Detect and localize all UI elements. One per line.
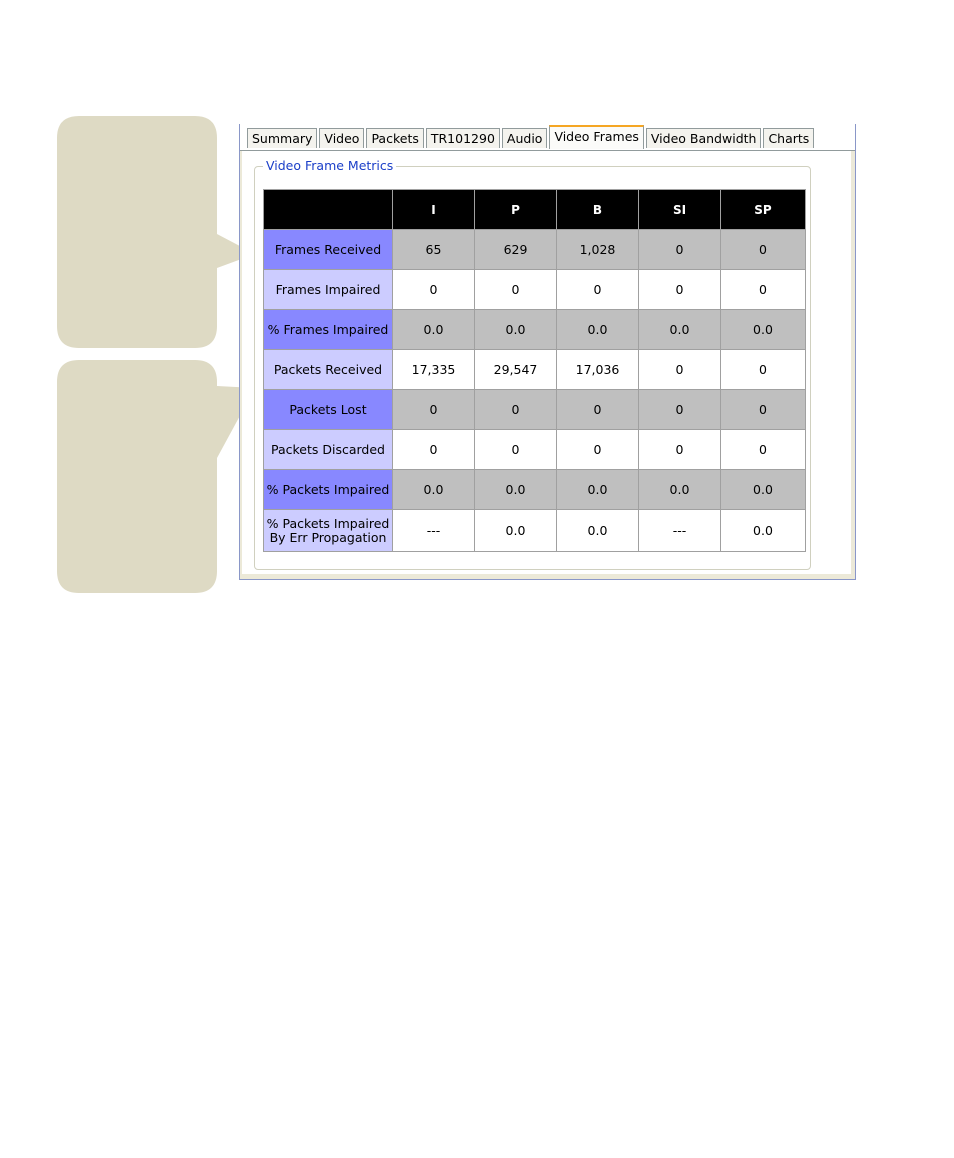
cell-value: 65 <box>393 230 475 270</box>
row-label-line: Frames Impaired <box>275 281 381 297</box>
cell-value: 0 <box>475 390 557 430</box>
table-row <box>264 430 806 470</box>
row-label-line: % Packets Impaired <box>266 481 390 497</box>
column-header-sp: SP <box>721 190 806 230</box>
app-window <box>239 124 856 580</box>
tab-summary[interactable]: Summary <box>247 128 317 148</box>
cell-value: 0.0 <box>639 470 721 510</box>
row-label-line: % Frames Impaired <box>267 321 389 337</box>
row-label-line: Packets Discarded <box>270 441 385 457</box>
cell-value: 0.0 <box>721 310 806 350</box>
cell-value: 0.0 <box>475 510 557 552</box>
cell-value: --- <box>639 510 721 552</box>
cell-value: 0.0 <box>721 510 806 552</box>
cell-value: 0 <box>557 430 639 470</box>
table-row <box>264 510 806 552</box>
group-title: Video Frame Metrics <box>263 158 396 174</box>
video-frame-metrics-group <box>254 158 811 570</box>
cell-value: 0 <box>639 350 721 390</box>
row-label <box>264 230 393 270</box>
tab-packets[interactable]: Packets <box>366 128 423 148</box>
cell-value: 29,547 <box>475 350 557 390</box>
cell-value: 0.0 <box>721 470 806 510</box>
row-label <box>264 470 393 510</box>
tab-audio[interactable]: Audio <box>502 128 548 148</box>
table-row <box>264 230 806 270</box>
tabs <box>247 128 816 149</box>
cell-value: 0.0 <box>393 470 475 510</box>
tab-tr101290[interactable]: TR101290 <box>426 128 500 148</box>
callout-packets <box>57 360 257 593</box>
table-row <box>264 470 806 510</box>
table-row <box>264 270 806 310</box>
cell-value: 0.0 <box>639 310 721 350</box>
cell-value: 0 <box>475 430 557 470</box>
column-header-b: B <box>557 190 639 230</box>
row-label-line: Packets Lost <box>289 401 367 417</box>
cell-value: 0.0 <box>557 470 639 510</box>
cell-value: 0 <box>639 230 721 270</box>
cell-value: 0.0 <box>557 510 639 552</box>
cell-value: 0.0 <box>475 310 557 350</box>
cell-value: 629 <box>475 230 557 270</box>
row-label <box>264 310 393 350</box>
cell-value: 1,028 <box>557 230 639 270</box>
header-corner <box>264 190 393 230</box>
table-row <box>264 390 806 430</box>
tab-video[interactable]: Video <box>319 128 364 148</box>
row-label <box>264 430 393 470</box>
row-label-line: By Err Propagation <box>269 529 387 545</box>
table-row <box>264 350 806 390</box>
cell-value: 0.0 <box>393 310 475 350</box>
tab-video-bandwidth[interactable]: Video Bandwidth <box>646 128 762 148</box>
cell-value: 0 <box>393 390 475 430</box>
cell-value: 0 <box>721 270 806 310</box>
cell-value: 0 <box>639 430 721 470</box>
metrics-table <box>263 189 806 552</box>
row-label-line: Packets Received <box>273 361 383 377</box>
tab-panel-video-frames <box>242 151 851 574</box>
row-label <box>264 350 393 390</box>
cell-value: 0.0 <box>475 470 557 510</box>
cell-value: 0 <box>393 430 475 470</box>
row-label <box>264 270 393 310</box>
row-label-line: % Packets Impaired <box>266 515 390 531</box>
row-label-line: Frames Received <box>274 241 382 257</box>
cell-value: 0 <box>721 390 806 430</box>
column-header-i: I <box>393 190 475 230</box>
cell-value: 0 <box>393 270 475 310</box>
cell-value: 17,036 <box>557 350 639 390</box>
callout-frames <box>57 116 257 348</box>
table-row <box>264 310 806 350</box>
tab-strip <box>240 124 855 151</box>
cell-value: 0 <box>721 350 806 390</box>
table-header-row <box>264 190 806 230</box>
row-label <box>264 390 393 430</box>
cell-value: 0.0 <box>557 310 639 350</box>
cell-value: 0 <box>475 270 557 310</box>
cell-value: 0 <box>557 390 639 430</box>
tab-charts[interactable]: Charts <box>763 128 814 148</box>
cell-value: 17,335 <box>393 350 475 390</box>
row-label <box>264 510 393 552</box>
column-header-si: SI <box>639 190 721 230</box>
cell-value: 0 <box>721 230 806 270</box>
cell-value: 0 <box>639 270 721 310</box>
column-header-p: P <box>475 190 557 230</box>
cell-value: 0 <box>721 430 806 470</box>
cell-value: --- <box>393 510 475 552</box>
cell-value: 0 <box>557 270 639 310</box>
tab-video-frames[interactable]: Video Frames <box>549 125 643 149</box>
cell-value: 0 <box>639 390 721 430</box>
